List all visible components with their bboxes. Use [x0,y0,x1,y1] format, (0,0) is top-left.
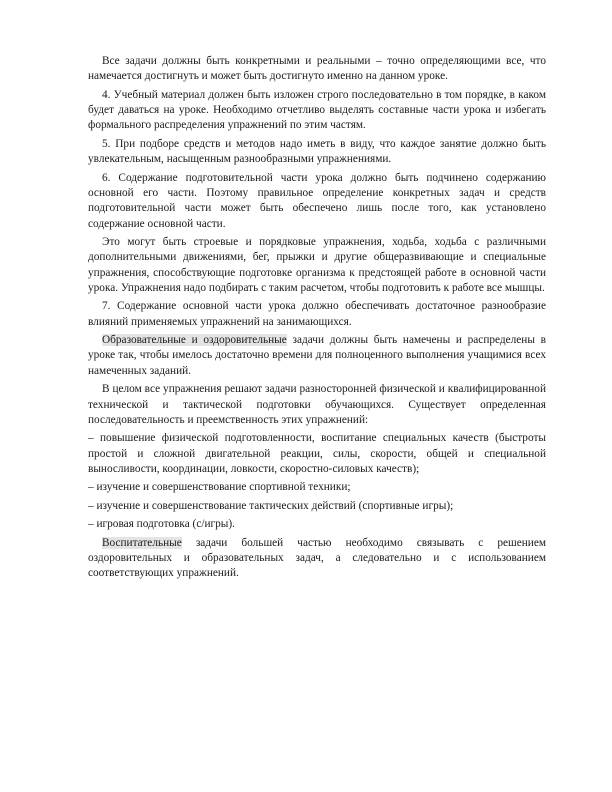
list-item-physical: – повышение физической подготовленности, воспитание специальных качеств (быстроты простой и сложной двигательной реакции, силы, скорости, общей и специальной выносливости, координации, ловкости, скоростно-силовых качеств); [88,432,546,475]
paragraph-item-7: 7. Содержание основной части урока должно обеспечивать достаточное разнообразие влияний применяемых упражнений на занимающихся. [88,300,546,328]
paragraph-item-6: 6. Содержание подготовительной части урока должно быть подчинено содержанию основной его части. Поэтому правильное определение конкретных задач и средств подготовительной части может быть обеспечено лишь после того, как установлено содержание основной части. [88,171,546,230]
list-item-technique: – изучение и совершенствование спортивной техники; [88,481,351,494]
paragraph-item-5: 5. При подборе средств и методов надо иметь в виду, что каждое занятие должно быть увлекательным, насыщенным разнообразными упражнениями. [88,137,546,166]
paragraph-item-4: 4. Учебный материал должен быть изложен строго последовательно в том порядке, в каком будет даваться на уроке. Необходимо отчетливо выделять составные части урока и избегать формального распределения упражнений по этим частям. [88,88,546,132]
highlighted-term: Образовательные и оздоровительные [102,334,287,347]
paragraph-upbringing-tasks [88,536,546,582]
list-item-tactics: – изучение и совершенствование тактических действий (спортивные игры); [88,499,454,512]
list-item-game: – игровая подготовка (с/игры). [88,518,235,531]
paragraph-text: задачи должны быть намечены и распределены в уроке так, чтобы имелось достаточно времени для полноценного выполнения учащимися всех намеченных заданий. [88,334,546,377]
paragraph-educational-tasks [88,333,546,379]
paragraph-text: задачи большей частью необходимо связывать с решением оздоровительных и образовательных задач, а следовательно и с использованием соответствующих упражнений. [88,536,546,580]
highlighted-term: Воспитательные [102,536,182,549]
paragraph-exercises: Это могут быть строевые и порядковые упражнения, ходьба, ходьба с различными дополнительными движениями, бег, прыжки и другие общеразвивающие и специальные упражнения, способствующие подготовке организма к предстоящей работе в основной части урока. Упражнения надо подбирать с таким расчетом, чтобы подготовить к работе все мышцы. [88,236,546,294]
page-body [88,54,546,585]
paragraph-tasks-concrete: Все задачи должны быть конкретными и реальными – точно определяющими все, что намечается достигнуть и может быть достигнуто именно на данном уроке. [88,55,546,83]
paragraph-exercises-overall: В целом все упражнения решают задачи разносторонней физической и квалифицированной технической и тактической подготовки обучающихся. Существует определенная последовательность и преемственность этих упражнений: [88,383,546,426]
